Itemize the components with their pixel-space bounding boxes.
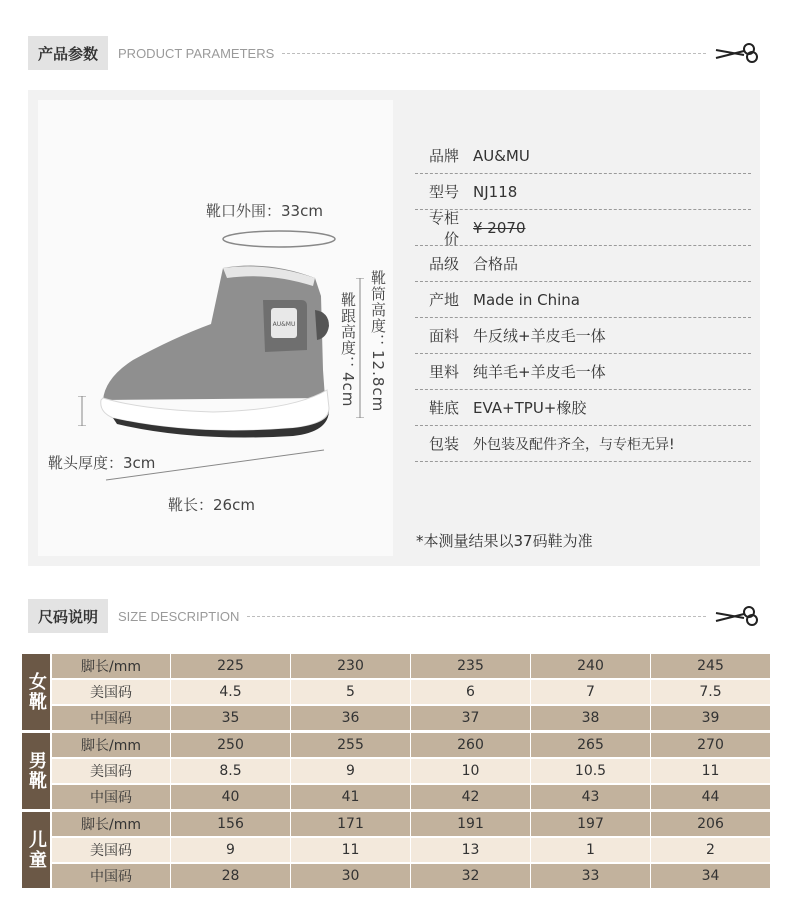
- toe-thickness-line: [78, 396, 86, 426]
- table-row: 美国码 4.5 5 6 7 7.5: [52, 680, 770, 704]
- param-row-sole: 鞋底 EVA+TPU+橡胶: [415, 390, 751, 426]
- params-panel: [28, 90, 760, 566]
- measurement-note: *本测量结果以37码鞋为准: [416, 532, 593, 550]
- table-row: 美国码 9 11 13 1 2: [52, 838, 770, 862]
- param-row-package: 包装 外包装及配件齐全，与专柜无异!: [415, 426, 751, 462]
- length-line: [104, 448, 326, 488]
- params-section-header: [28, 36, 760, 70]
- dashed-divider: [282, 53, 706, 54]
- shaft-height-annotation: 靴筒高度：12.8cm: [369, 270, 387, 413]
- params-section-title: 产品参数: [28, 36, 108, 70]
- size-section-subtitle: SIZE DESCRIPTION: [118, 608, 240, 624]
- size-group-kids: [22, 812, 770, 888]
- param-row-brand: 品牌 AU&MU: [415, 138, 751, 174]
- table-row: 美国码 8.5 9 10 10.5 11: [52, 759, 770, 783]
- param-row-price: 专柜价 ¥ 2070: [415, 210, 751, 246]
- boot-tag-text: AU&MU: [272, 321, 296, 328]
- shoe-illustration-box: [38, 100, 393, 556]
- table-row: 中国码 40 41 42 43 44: [52, 785, 770, 809]
- scissors-icon: [714, 605, 760, 627]
- heel-height-annotation: 靴跟高度：4cm: [339, 292, 357, 408]
- table-row: 脚长/mm 156 171 191 197 206: [52, 812, 770, 836]
- group-label-men: 男靴: [22, 733, 50, 809]
- param-row-model: 型号 NJ118: [415, 174, 751, 210]
- size-section-title: 尺码说明: [28, 599, 108, 633]
- param-row-upper: 面料 牛反绒+羊皮毛一体: [415, 318, 751, 354]
- param-row-origin: 产地 Made in China: [415, 282, 751, 318]
- opening-annotation: 靴口外围：33cm: [206, 202, 323, 220]
- size-group-men: [22, 733, 770, 809]
- dashed-divider: [247, 616, 706, 617]
- table-row: 中国码 28 30 32 33 34: [52, 864, 770, 888]
- param-row-lining: 里料 纯羊毛+羊皮毛一体: [415, 354, 751, 390]
- strikethrough-price: ¥ 2070: [473, 218, 526, 237]
- group-label-kids: 儿童: [22, 812, 50, 888]
- group-label-women: 女靴: [22, 654, 50, 730]
- table-row: 脚长/mm 225 230 235 240 245: [52, 654, 770, 678]
- boot-image: [93, 260, 333, 440]
- size-section-header: [28, 599, 760, 633]
- params-table: [415, 138, 751, 462]
- opening-ellipse-icon: [220, 228, 338, 250]
- table-row: 中国码 35 36 37 38 39: [52, 706, 770, 730]
- scissors-icon: [714, 42, 760, 64]
- params-section-subtitle: PRODUCT PARAMETERS: [118, 45, 275, 61]
- length-annotation: 靴长：26cm: [168, 496, 255, 514]
- size-group-women: [22, 654, 770, 730]
- param-row-grade: 品级 合格品: [415, 246, 751, 282]
- toe-thickness-annotation: 靴头厚度：3cm: [48, 454, 156, 472]
- table-row: 脚长/mm 250 255 260 265 270: [52, 733, 770, 757]
